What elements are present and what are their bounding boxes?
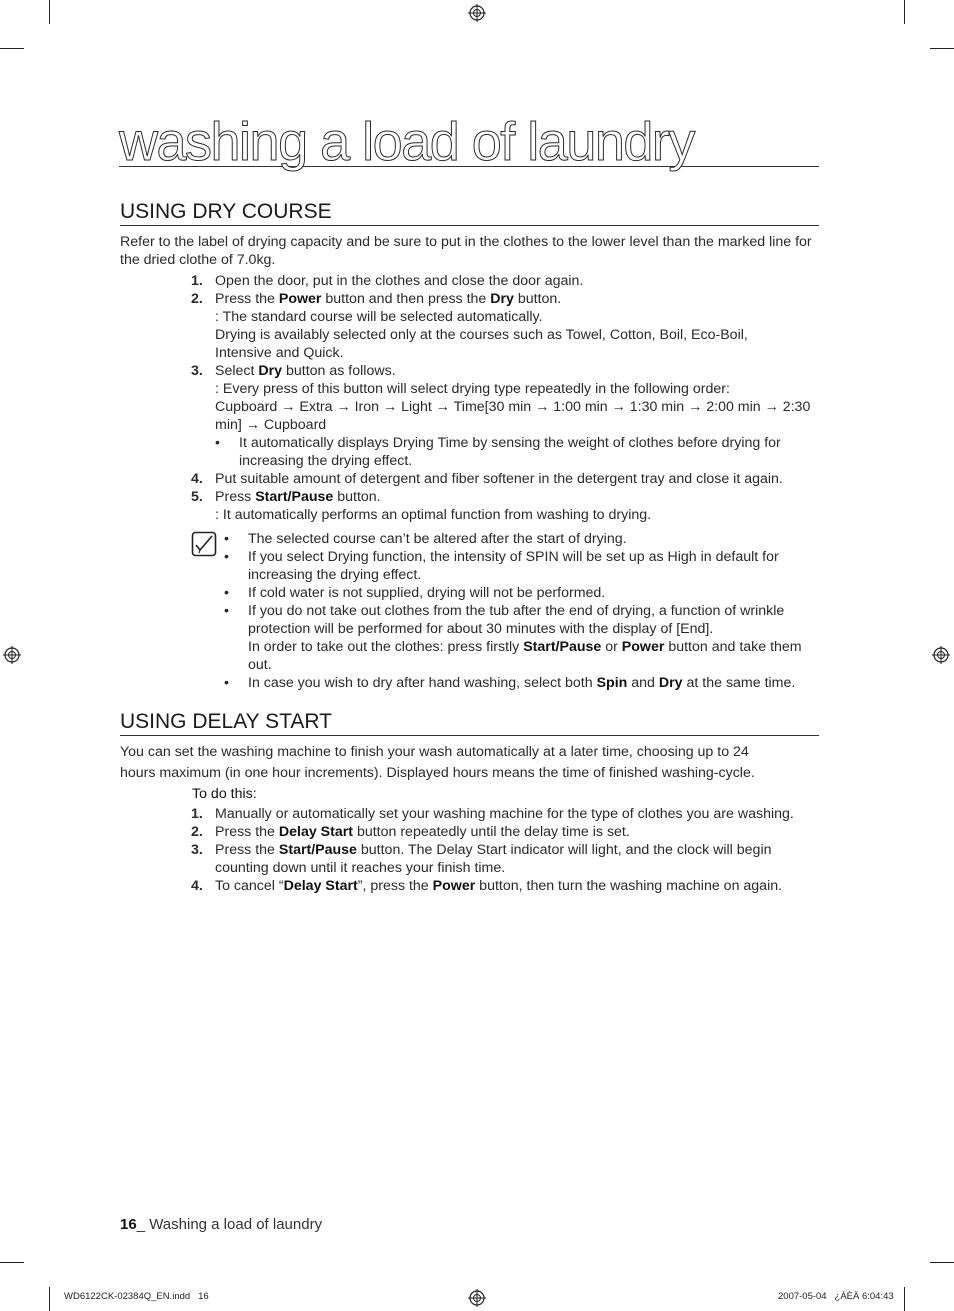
crop-mark — [930, 48, 954, 49]
dry-steps — [191, 272, 821, 524]
crop-mark — [904, 0, 905, 24]
list-item: • If cold water is not supplied, drying will not be performed. — [224, 585, 606, 601]
delay-steps — [191, 805, 821, 895]
crop-mark — [49, 1287, 50, 1311]
slug-left: WD6122CK-02384Q_EN.indd 16 — [64, 1291, 209, 1302]
list-item: 1. Manually or automatically set your washing machine for the type of clothes you are washing. — [191, 806, 794, 822]
crop-mark — [0, 1262, 24, 1263]
slug-right: 2007-05-04 ¿ÀÈÄ 6:04:43 — [778, 1291, 894, 1302]
section-heading-delay-start: USING DELAY START — [120, 710, 819, 736]
registration-mark-icon — [468, 4, 486, 22]
list-item: 1. Open the door, put in the clothes and close the door again. — [191, 273, 584, 289]
registration-mark-icon — [932, 646, 950, 664]
dry-intro: Refer to the label of drying capacity and be sure to put in the clothes to the lower level than the marked line for the dried clothe of 7.0kg. — [120, 234, 812, 268]
dry-notes — [224, 530, 824, 692]
list-item: • The selected course can’t be altered after the start of drying. — [224, 531, 627, 547]
list-item: 3. Press the Start/Pause button. The Delay Start indicator will light, and the clock will begin counting down until it reaches your finish time. — [191, 842, 772, 876]
list-item: 2. Press the Power button and then press the Dry button. : The standard course will be selected automatically. Drying is availably selected only at the courses such as Towel, Cotton, Boil, Eco-Boil, Intensive and Quick. — [191, 291, 748, 361]
delay-intro-line-1: You can set the washing machine to finish your wash automatically at a later time, choosing up to 24 — [120, 744, 749, 760]
list-item: 5. Press Start/Pause button. : It automatically performs an optimal function from washing to drying. — [191, 489, 652, 523]
list-item: 4. Put suitable amount of detergent and fiber softener in the detergent tray and close it again. — [191, 471, 783, 487]
list-item: 2. Press the Delay Start button repeatedly until the delay time is set. — [191, 824, 630, 840]
registration-mark-icon — [468, 1289, 486, 1307]
list-item: 3. Select Dry button as follows. : Every press of this button will select drying type repeatedly in the following order: Cupboard → Extra → Iron → Light → Time[30 min → 1:00 min → 1:30 min → 2:00 min → 2:30 min] → Cupboard • It automatically displays Drying Time by sensing the weight of clothes before drying for increasing the drying effect. — [191, 362, 821, 470]
footer-text: _ Washing a load of laundry — [136, 1216, 323, 1233]
delay-intro-line-2: hours maximum (in one hour increments). Displayed hours means the time of finished washing-cycle. — [120, 765, 755, 781]
list-item: • It automatically displays Drying Time by sensing the weight of clothes before drying for increasing the drying effect. — [215, 435, 781, 469]
list-item: • In case you wish to dry after hand washing, select both Spin and Dry at the same time. — [224, 675, 796, 691]
crop-mark — [904, 1287, 905, 1311]
page-number: 16 — [120, 1216, 137, 1233]
list-item: • If you select Drying function, the intensity of SPIN will be set up as High in default for increasing the drying effect. — [224, 549, 779, 583]
list-item: 4. To cancel “Delay Start”, press the Power button, then turn the washing machine on again. — [191, 878, 783, 894]
list-item: • If you do not take out clothes from the tub after the end of drying, a function of wrinkle protection will be performed for about 30 minutes with the display of [End]. In order to take out the clothes: press firstly Start/Pause or Power button and take them out. — [224, 603, 802, 673]
note-pencil-icon — [191, 531, 217, 557]
crop-mark — [49, 0, 50, 24]
page-title: washing a load of laundry — [119, 112, 819, 167]
crop-mark — [930, 1262, 954, 1263]
registration-mark-icon — [3, 646, 21, 664]
section-heading-dry-course: USING DRY COURSE — [120, 200, 819, 226]
to-do-label: To do this: — [192, 786, 257, 802]
crop-mark — [0, 48, 24, 49]
page-footer — [120, 1216, 322, 1233]
